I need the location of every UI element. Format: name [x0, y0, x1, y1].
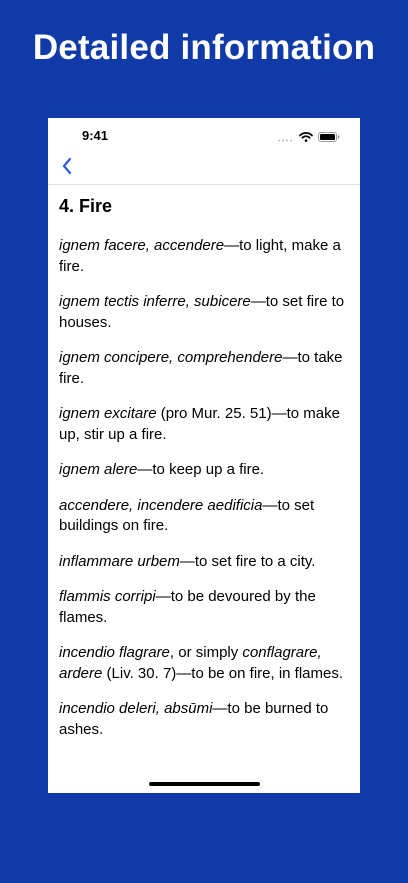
- latin-phrase: accendere, incendere aedificia: [59, 496, 263, 514]
- status-bar: [48, 118, 360, 152]
- home-indicator[interactable]: [149, 782, 260, 786]
- translation-text: (pro Mur. 25. 51)—to make up, stir up a fire.: [59, 405, 340, 443]
- entry-item: [59, 699, 351, 740]
- entry-item: [59, 236, 351, 277]
- translation-text: —to set fire to a city.: [179, 552, 316, 570]
- translation-text: —to light, make a fire.: [59, 237, 341, 275]
- latin-phrase: incendio deleri, absūmi: [59, 700, 213, 717]
- latin-phrase: ignem facere, accendere: [59, 237, 225, 254]
- status-time: 9:41: [82, 128, 109, 143]
- translation-text: —to set buildings on fire.: [59, 496, 315, 534]
- promo-title: Detailed information: [32, 28, 376, 67]
- translation-text: —to keep up a fire.: [137, 461, 265, 478]
- section-title: 4. Fire: [59, 196, 113, 216]
- latin-phrase: ignem alere: [59, 461, 138, 478]
- entry-item: [59, 348, 351, 389]
- entry-item: [59, 552, 351, 573]
- entry-list: [59, 236, 351, 740]
- translation-text: —to be devoured by the flames.: [59, 588, 316, 626]
- latin-phrase: incendio flagrare: [59, 644, 170, 661]
- chevron-left-icon: [61, 157, 73, 180]
- entry-item: [59, 587, 351, 628]
- back-button[interactable]: [54, 155, 80, 181]
- detail-content: [59, 194, 351, 755]
- latin-phrase: ignem excitare: [59, 405, 157, 422]
- battery-icon: [318, 129, 340, 147]
- latin-phrase: flammis corripi: [59, 588, 156, 605]
- phone-screen: [48, 118, 360, 793]
- entry-item: [59, 292, 351, 333]
- navigation-bar: [48, 152, 360, 185]
- latin-phrase: ignem concipere, comprehendere: [59, 349, 283, 366]
- translation-text: —to be burned to ashes.: [59, 700, 329, 738]
- entry-item: [59, 404, 351, 445]
- latin-phrase: ignem tectis inferre, subicere: [59, 293, 251, 310]
- translation-text: —to set fire to houses.: [59, 293, 345, 331]
- entry-item: [59, 460, 351, 481]
- translation-text: , or simply: [169, 644, 243, 661]
- cellular-signal-icon: [277, 129, 294, 147]
- entry-item: [59, 496, 351, 537]
- latin-phrase: conflagrare, ardere: [59, 644, 322, 682]
- latin-phrase: inflammare urbem: [59, 552, 180, 570]
- entry-item: [59, 643, 351, 684]
- translation-text: (Liv. 30. 7)—to be on fire, in flames.: [102, 664, 344, 682]
- status-icons: [277, 129, 340, 147]
- translation-text: —to take fire.: [59, 349, 343, 387]
- wifi-icon: [299, 129, 313, 147]
